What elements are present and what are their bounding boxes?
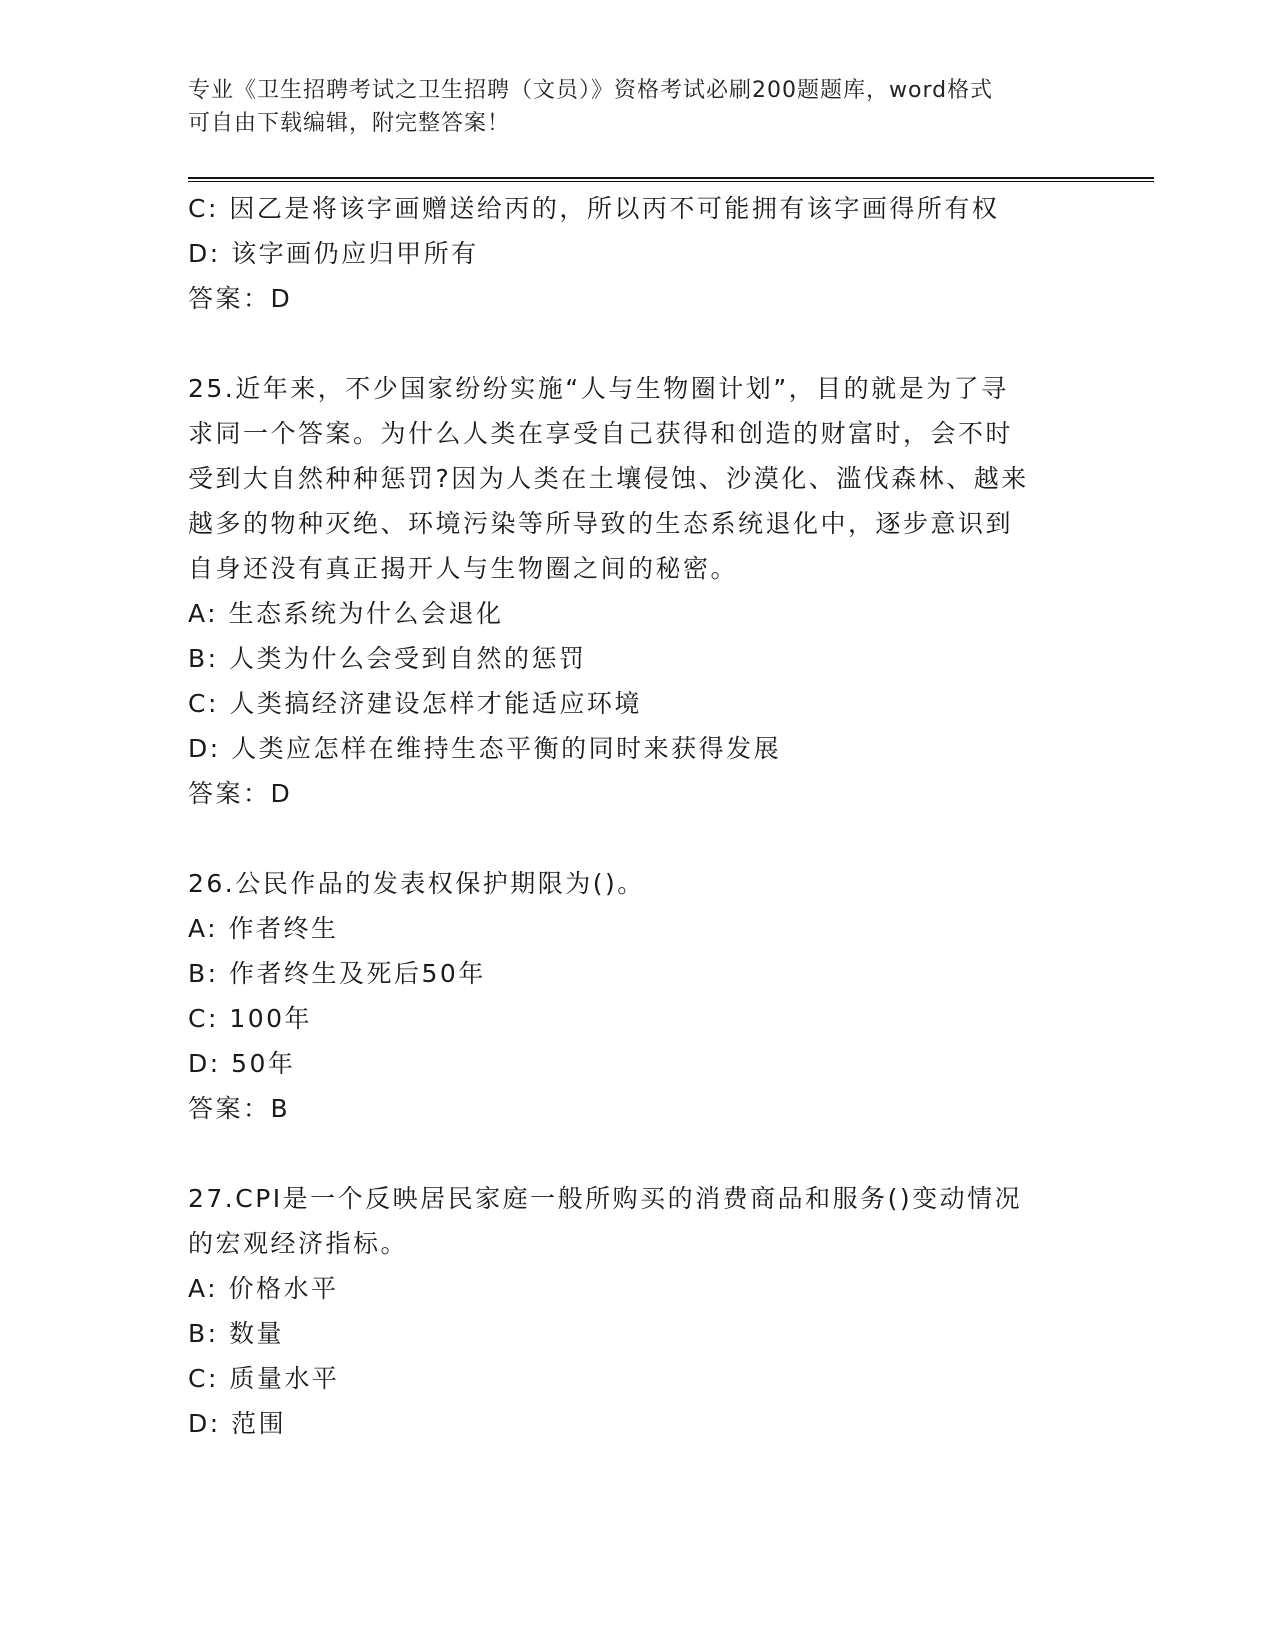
option-d: D: 50年 bbox=[188, 1049, 296, 1078]
question-27 bbox=[188, 1176, 1108, 1446]
header-title-line-1: 专业《卫生招聘考试之卫生招聘（文员）》资格考试必刷200题题库，word格式 bbox=[188, 78, 994, 103]
question-stem-line: 自身还没有真正揭开人与生物圈之间的秘密。 bbox=[188, 554, 739, 583]
header-title-line-2: 可自由下载编辑，附完整答案！ bbox=[188, 111, 511, 136]
option-b: B: 作者终生及死后50年 bbox=[188, 959, 486, 988]
option-c: C: 因乙是将该字画赠送给丙的，所以丙不可能拥有该字画得所有权 bbox=[188, 194, 1000, 223]
option-b: B: 数量 bbox=[188, 1319, 285, 1348]
spacer bbox=[188, 321, 1108, 366]
option-a: A: 作者终生 bbox=[188, 914, 339, 943]
question-24-tail bbox=[188, 186, 1108, 321]
question-26 bbox=[188, 861, 1108, 1131]
answer-label: 答案：B bbox=[188, 1094, 291, 1123]
header-divider bbox=[188, 177, 1154, 182]
answer-label: 答案：D bbox=[188, 779, 293, 808]
option-a: A: 生态系统为什么会退化 bbox=[188, 599, 504, 628]
question-stem-line: 的宏观经济指标。 bbox=[188, 1229, 409, 1258]
option-d: D: 人类应怎样在维持生态平衡的同时来获得发展 bbox=[188, 734, 782, 763]
question-25 bbox=[188, 366, 1108, 816]
spacer bbox=[188, 1131, 1108, 1176]
document-header bbox=[188, 74, 1088, 140]
question-stem-line: 越多的物种灭绝、环境污染等所导致的生态系统退化中，逐步意识到 bbox=[188, 509, 1014, 538]
question-stem-line: 26.公民作品的发表权保护期限为()。 bbox=[188, 869, 645, 898]
option-a: A: 价格水平 bbox=[188, 1274, 339, 1303]
question-stem-line: 27.CPI是一个反映居民家庭一般所购买的消费商品和服务()变动情况 bbox=[188, 1184, 1023, 1213]
answer-label: 答案：D bbox=[188, 284, 293, 313]
option-b: B: 人类为什么会受到自然的惩罚 bbox=[188, 644, 587, 673]
question-list bbox=[188, 186, 1108, 1446]
question-stem-line: 求同一个答案。为什么人类在享受自己获得和创造的财富时，会不时 bbox=[188, 419, 1014, 448]
option-d: D: 该字画仍应归甲所有 bbox=[188, 239, 479, 268]
option-d: D: 范围 bbox=[188, 1409, 287, 1438]
option-c: C: 质量水平 bbox=[188, 1364, 340, 1393]
question-stem-line: 25.近年来，不少国家纷纷实施“人与生物圈计划”，目的就是为了寻 bbox=[188, 374, 1009, 403]
spacer bbox=[188, 816, 1108, 861]
question-stem-line: 受到大自然种种惩罚?因为人类在土壤侵蚀、沙漠化、滥伐森林、越来 bbox=[188, 464, 1029, 493]
option-c: C: 人类搞经济建设怎样才能适应环境 bbox=[188, 689, 642, 718]
option-c: C: 100年 bbox=[188, 1004, 313, 1033]
